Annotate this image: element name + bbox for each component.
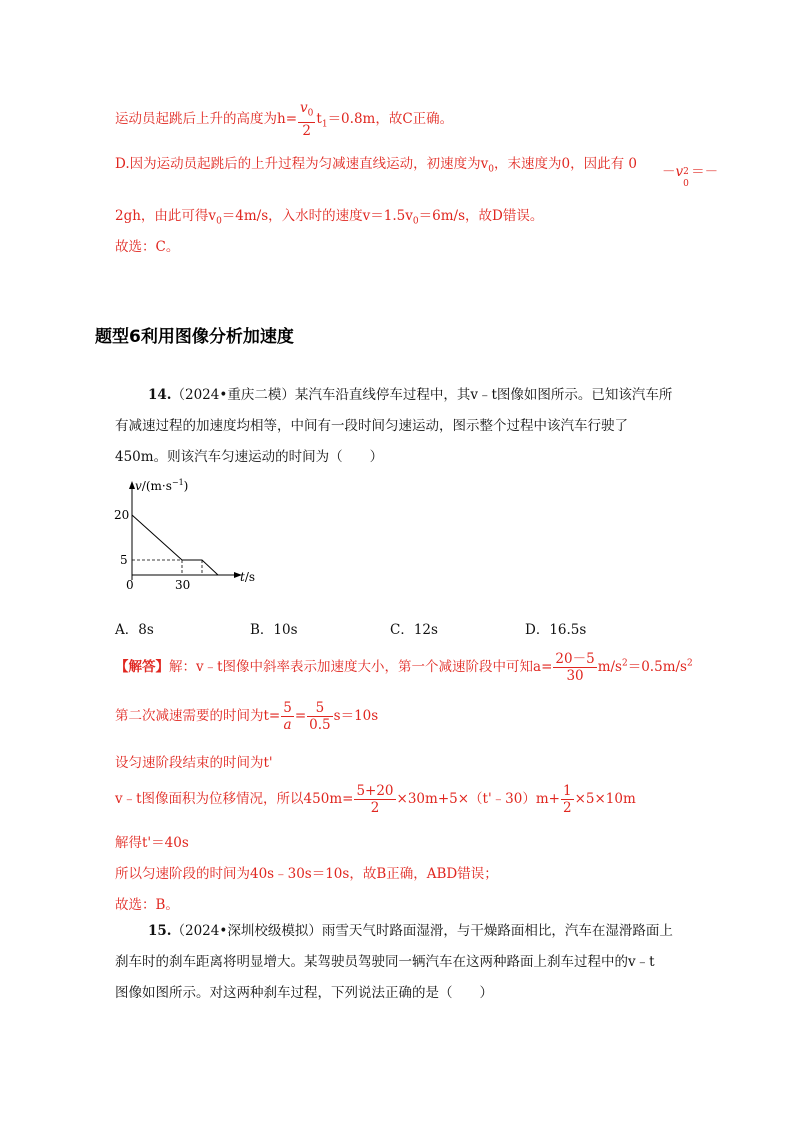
text-seg: ＝0.8m，故C正确。 — [327, 110, 454, 127]
text-seg: ＝0.5m/s — [627, 659, 687, 675]
text-seg: v — [675, 164, 684, 180]
answer14-line1 — [115, 651, 693, 684]
frac-num: 20－5 — [555, 651, 595, 667]
sub: 0 — [216, 216, 222, 227]
question-14 — [115, 380, 705, 473]
text-seg: ＝4m/s，入水时的速度v＝1.5v — [221, 208, 413, 224]
answer14-line5: 解得t'＝40s — [115, 835, 189, 851]
section-heading: 题型6利用图像分析加速度 — [95, 327, 294, 347]
q15-line2: 刹车时的刹车距离将明显增大。某驾驶员驾驶同一辆汽车在这两种路面上刹车过程中的v﹣t — [115, 954, 655, 970]
answer13-line1 — [115, 100, 453, 139]
sup: 2 — [683, 167, 689, 177]
text-seg: － — [662, 164, 676, 180]
tick-label-20: 20 — [114, 508, 130, 522]
text-seg: ＝6m/s，故D错误。 — [418, 208, 544, 224]
y-axis-label: $v/(m\cdot s^{-1})$ — [135, 478, 189, 493]
text-seg: ＝－ — [691, 164, 719, 180]
fraction-trapezoid — [354, 783, 395, 816]
question-15 — [115, 916, 705, 1009]
vt-line — [132, 515, 218, 575]
answer14-line2 — [115, 700, 378, 733]
frac-den: 30 — [566, 668, 584, 684]
text-seg: 第二次减速需要的时间为t= — [115, 708, 281, 724]
fraction-v0-over-2 — [298, 100, 315, 139]
sub: 0 — [683, 179, 689, 189]
question-number: 14. — [148, 387, 172, 403]
sub: 0 — [488, 164, 494, 175]
frac-num: 1 — [562, 783, 572, 799]
frac-num: 5+20 — [356, 783, 394, 799]
q15-line3: 图像如图所示。对这两种刹车过程，下列说法正确的是（ ） — [115, 985, 493, 1001]
answer14-choose: 故选：B。 — [115, 897, 179, 913]
option-b: B．10s — [250, 622, 298, 638]
tick-label-0: 0 — [126, 578, 134, 592]
q14-line3: 450m。则该汽车匀速运动的时间为（ ） — [115, 449, 384, 465]
text-seg: ，末速度为0，因此有 — [494, 156, 625, 172]
q15-line1 — [115, 916, 705, 947]
text-seg: = — [294, 708, 307, 724]
answer14-line4 — [115, 783, 636, 816]
frac-den: 2 — [370, 800, 380, 816]
answer13-line3 — [115, 204, 543, 227]
answer13-line2 — [115, 152, 637, 175]
answer14-line3: 设匀速阶段结束的时间为t' — [115, 755, 273, 771]
text-seg: ×30m+5×（t'﹣30）m+ — [396, 791, 560, 807]
text-seg: （2024•重庆二模）某汽车沿直线停车过程中，其v﹣t图像如图所示。已知该汽车所 — [171, 387, 673, 403]
frac-num: 5 — [307, 700, 332, 717]
option-d: D．16.5s — [525, 622, 587, 638]
fraction-5-over-a — [281, 700, 294, 733]
answer13-choose: 故选：C。 — [115, 239, 180, 255]
fraction-half — [561, 783, 574, 816]
x-axis-label: t/s — [240, 570, 256, 584]
frac-den: 2 — [562, 800, 572, 816]
sup: 2 — [686, 658, 693, 669]
text-seg: ×5×10m — [574, 791, 636, 807]
q14-line2: 有减速过程的加速度均相等，中间有一段时间匀速运动，图示整个过程中该汽车行驶了 — [115, 418, 628, 434]
answer13-line2-equation — [662, 160, 719, 189]
q14-line1 — [115, 380, 705, 411]
vt-graph — [108, 475, 278, 595]
option-a: A．8s — [115, 622, 154, 638]
frac-num: v — [300, 100, 308, 116]
sup: 2 — [621, 658, 628, 669]
text-seg: （2024•深圳校级模拟）雨雪天气时路面湿滑，与干燥路面相比，汽车在湿滑路面上 — [171, 923, 673, 939]
question-number: 15. — [148, 923, 172, 939]
text-seg: 解：v﹣t图像中斜率表示加速度大小，第一个减速阶段中可知a= — [169, 659, 553, 675]
text-seg: t — [316, 110, 322, 127]
text-seg: s＝10s — [333, 708, 379, 724]
option-c: C．12s — [390, 622, 438, 638]
tick-label-5: 5 — [120, 553, 128, 567]
sub: 1 — [321, 119, 328, 130]
text-seg: 运动员起跳后上升的高度为h= — [115, 110, 298, 127]
answer-tag: 【解答】 — [115, 659, 169, 675]
text-seg: m/s — [597, 659, 622, 675]
text-seg: 0 — [628, 156, 637, 172]
frac-den: a — [283, 717, 292, 733]
frac-num-sub: 0 — [307, 108, 314, 119]
frac-den: 2 — [302, 122, 311, 139]
sub: 0 — [412, 216, 419, 227]
answer14-line6: 所以匀速阶段的时间为40s﹣30s＝10s，故B正确，ABD错误； — [115, 866, 498, 882]
text-seg: D.因为运动员起跳后的上升过程为匀减速直线运动，初速度为v — [115, 156, 489, 172]
text-seg: 2gh，由此可得v — [115, 208, 217, 224]
frac-den: 0.5 — [309, 717, 331, 733]
fraction-5-over-05 — [307, 700, 332, 733]
tick-label-30: 30 — [175, 578, 191, 592]
fraction-slope — [553, 651, 596, 684]
frac-num: 5 — [283, 700, 292, 716]
text-seg: v﹣t图像面积为位移情况，所以450m= — [115, 791, 354, 807]
